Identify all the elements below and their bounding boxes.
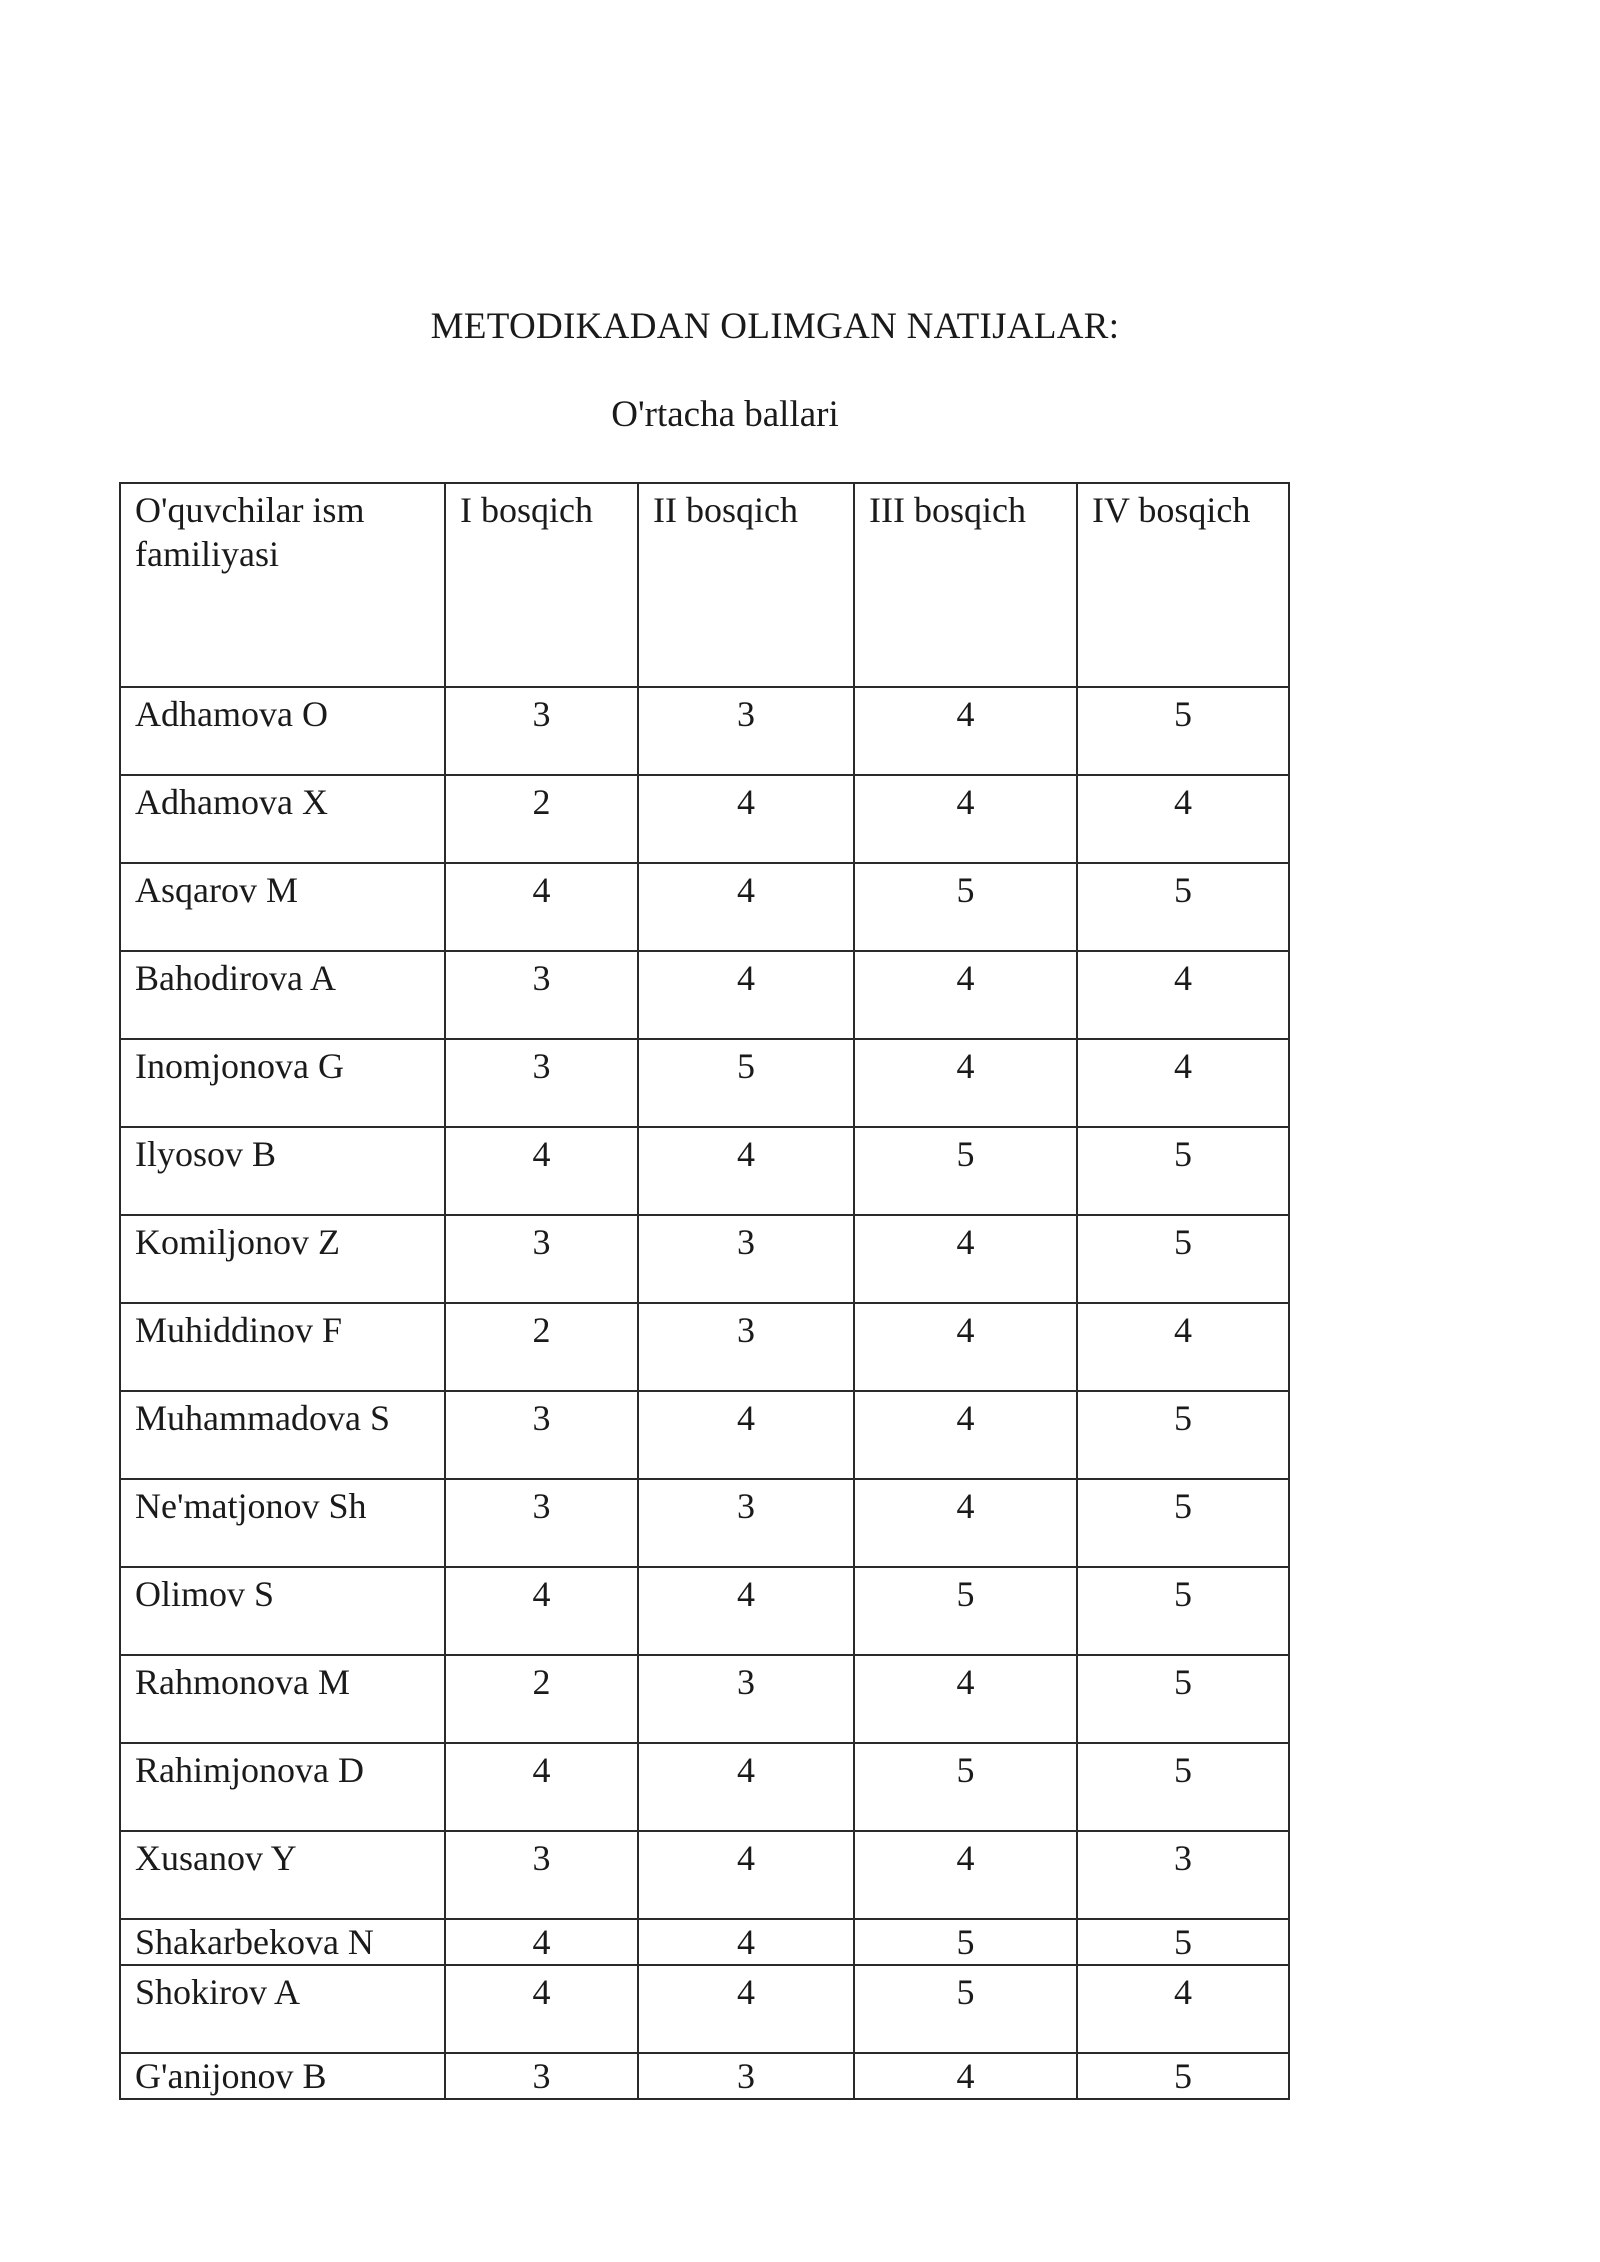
table-row — [120, 1965, 1289, 2053]
table-row — [120, 1127, 1289, 1215]
table-row — [120, 1919, 1289, 1965]
score-stage-2: 4 — [638, 1965, 854, 2053]
score-stage-2: 4 — [638, 1743, 854, 1831]
table-row — [120, 1215, 1289, 1303]
table-row — [120, 863, 1289, 951]
score-stage-3: 5 — [854, 1965, 1077, 2053]
table-row — [120, 2053, 1289, 2099]
table-row — [120, 1567, 1289, 1655]
student-name: Bahodirova A — [120, 951, 445, 1039]
score-stage-1: 4 — [445, 1919, 638, 1965]
score-stage-1: 4 — [445, 863, 638, 951]
table-row — [120, 1391, 1289, 1479]
score-stage-3: 4 — [854, 1479, 1077, 1567]
document-subtitle: O'rtacha ballari — [611, 394, 839, 435]
score-stage-1: 3 — [445, 1831, 638, 1919]
score-stage-2: 3 — [638, 1303, 854, 1391]
score-stage-1: 3 — [445, 1039, 638, 1127]
score-stage-3: 4 — [854, 1215, 1077, 1303]
header-stage-3: III bosqich — [854, 483, 1077, 687]
score-stage-1: 3 — [445, 2053, 638, 2099]
score-stage-4: 5 — [1077, 1655, 1289, 1743]
student-name: Shokirov A — [120, 1965, 445, 2053]
student-name: Adhamova O — [120, 687, 445, 775]
score-stage-4: 5 — [1077, 863, 1289, 951]
score-stage-3: 4 — [854, 1831, 1077, 1919]
student-name: Rahimjonova D — [120, 1743, 445, 1831]
score-stage-4: 4 — [1077, 951, 1289, 1039]
score-stage-1: 2 — [445, 1655, 638, 1743]
student-name: Ilyosov B — [120, 1127, 445, 1215]
document-title: METODIKADAN OLIMGAN NATIJALAR: — [430, 306, 1120, 347]
table-header-row — [120, 483, 1289, 687]
score-stage-2: 4 — [638, 1567, 854, 1655]
score-stage-2: 4 — [638, 775, 854, 863]
score-stage-4: 5 — [1077, 1743, 1289, 1831]
score-stage-4: 4 — [1077, 1303, 1289, 1391]
table-row — [120, 1831, 1289, 1919]
score-stage-4: 5 — [1077, 1391, 1289, 1479]
header-stage-2: II bosqich — [638, 483, 854, 687]
student-name: G'anijonov B — [120, 2053, 445, 2099]
score-stage-1: 3 — [445, 1479, 638, 1567]
score-stage-2: 3 — [638, 687, 854, 775]
score-stage-1: 2 — [445, 775, 638, 863]
score-stage-2: 3 — [638, 1215, 854, 1303]
score-stage-2: 4 — [638, 863, 854, 951]
score-stage-3: 4 — [854, 2053, 1077, 2099]
results-table — [119, 482, 1290, 2100]
score-stage-1: 3 — [445, 1391, 638, 1479]
score-stage-2: 4 — [638, 951, 854, 1039]
score-stage-3: 4 — [854, 1391, 1077, 1479]
score-stage-1: 4 — [445, 1965, 638, 2053]
student-name: Adhamova X — [120, 775, 445, 863]
header-stage-4: IV bosqich — [1077, 483, 1289, 687]
table-row — [120, 1039, 1289, 1127]
table-row — [120, 775, 1289, 863]
student-name: Inomjonova G — [120, 1039, 445, 1127]
score-stage-4: 5 — [1077, 687, 1289, 775]
student-name: Ne'matjonov Sh — [120, 1479, 445, 1567]
score-stage-3: 4 — [854, 951, 1077, 1039]
student-name: Olimov S — [120, 1567, 445, 1655]
table-row — [120, 1743, 1289, 1831]
student-name: Rahmonova M — [120, 1655, 445, 1743]
header-student-name: O'quvchilar ism familiyasi — [120, 483, 445, 687]
student-name: Asqarov M — [120, 863, 445, 951]
table-row — [120, 1303, 1289, 1391]
score-stage-2: 4 — [638, 1391, 854, 1479]
score-stage-3: 5 — [854, 1127, 1077, 1215]
table-row — [120, 1479, 1289, 1567]
score-stage-3: 5 — [854, 863, 1077, 951]
score-stage-4: 5 — [1077, 1127, 1289, 1215]
score-stage-2: 4 — [638, 1831, 854, 1919]
score-stage-4: 5 — [1077, 2053, 1289, 2099]
score-stage-3: 5 — [854, 1743, 1077, 1831]
score-stage-1: 3 — [445, 1215, 638, 1303]
score-stage-4: 5 — [1077, 1215, 1289, 1303]
score-stage-4: 5 — [1077, 1479, 1289, 1567]
score-stage-3: 4 — [854, 1303, 1077, 1391]
score-stage-4: 4 — [1077, 775, 1289, 863]
score-stage-2: 3 — [638, 1655, 854, 1743]
score-stage-3: 4 — [854, 1655, 1077, 1743]
score-stage-3: 4 — [854, 1039, 1077, 1127]
score-stage-1: 3 — [445, 687, 638, 775]
score-stage-4: 4 — [1077, 1039, 1289, 1127]
score-stage-2: 5 — [638, 1039, 854, 1127]
score-stage-1: 2 — [445, 1303, 638, 1391]
score-stage-1: 4 — [445, 1567, 638, 1655]
score-stage-4: 5 — [1077, 1567, 1289, 1655]
score-stage-1: 3 — [445, 951, 638, 1039]
score-stage-1: 4 — [445, 1743, 638, 1831]
score-stage-4: 5 — [1077, 1919, 1289, 1965]
student-name: Muhiddinov F — [120, 1303, 445, 1391]
score-stage-2: 4 — [638, 1127, 854, 1215]
score-stage-1: 4 — [445, 1127, 638, 1215]
score-stage-4: 4 — [1077, 1965, 1289, 2053]
table-row — [120, 687, 1289, 775]
student-name: Komiljonov Z — [120, 1215, 445, 1303]
score-stage-3: 5 — [854, 1919, 1077, 1965]
table-row — [120, 1655, 1289, 1743]
student-name: Shakarbekova N — [120, 1919, 445, 1965]
score-stage-3: 4 — [854, 687, 1077, 775]
score-stage-3: 4 — [854, 775, 1077, 863]
score-stage-2: 4 — [638, 1919, 854, 1965]
header-stage-1: I bosqich — [445, 483, 638, 687]
score-stage-2: 3 — [638, 1479, 854, 1567]
score-stage-4: 3 — [1077, 1831, 1289, 1919]
student-name: Xusanov Y — [120, 1831, 445, 1919]
table-row — [120, 951, 1289, 1039]
score-stage-3: 5 — [854, 1567, 1077, 1655]
score-stage-2: 3 — [638, 2053, 854, 2099]
student-name: Muhammadova S — [120, 1391, 445, 1479]
